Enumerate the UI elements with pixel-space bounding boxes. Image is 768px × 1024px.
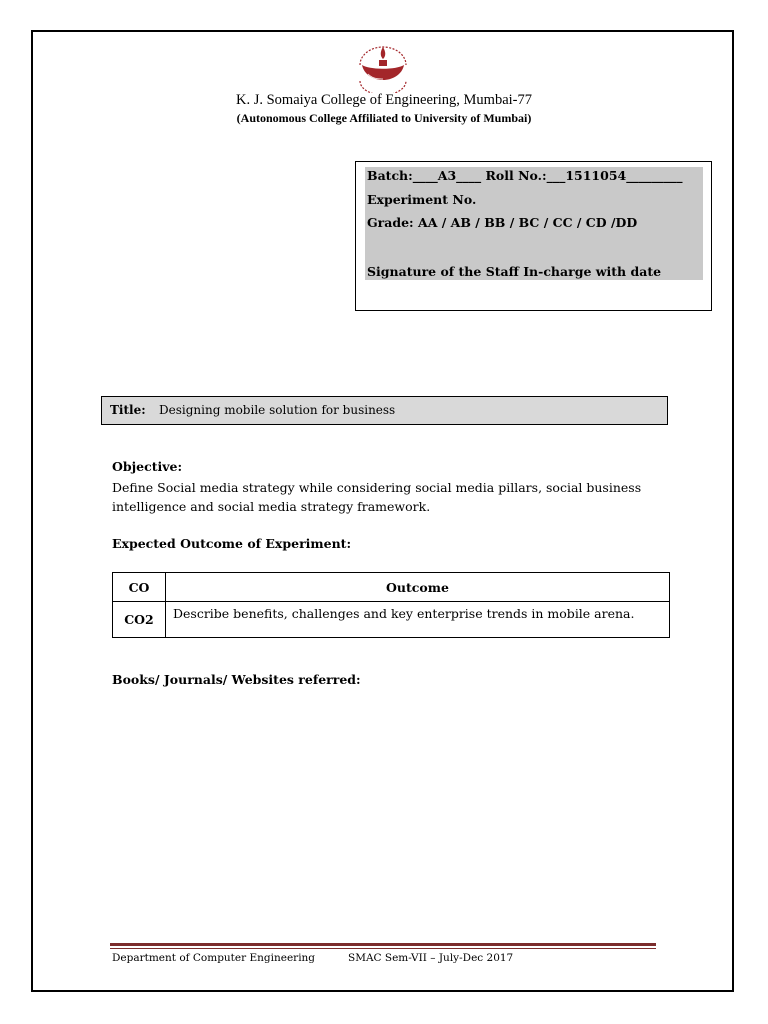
title-box — [101, 396, 668, 425]
college-logo-icon — [346, 43, 420, 93]
objective-text: Define Social media strategy while considering social media pillars, social business intelligence and social media strategy framework. — [112, 480, 642, 514]
outcome-cell: Describe benefits, challenges and key enterprise trends in mobile arena. — [166, 602, 670, 638]
title-label: Title: — [110, 403, 146, 417]
signature-line: Signature of the Staff In-charge with date — [367, 264, 662, 279]
objective-heading: Objective: — [112, 459, 183, 474]
footer-rule-thin — [110, 948, 656, 949]
footer-course: SMAC Sem-VII – July-Dec 2017 — [348, 952, 514, 964]
table-row — [113, 602, 670, 638]
outcome-heading: Expected Outcome of Experiment: — [112, 536, 352, 551]
co-cell: CO2 — [113, 602, 166, 638]
college-subtitle: (Autonomous College Affiliated to University of Mumbai) — [236, 111, 532, 125]
co-column-header: CO — [113, 573, 166, 602]
info-box — [355, 161, 712, 311]
footer-department: Department of Computer Engineering — [112, 952, 316, 964]
experiment-no-line: Experiment No. — [367, 192, 477, 207]
title-text: Designing mobile solution for business — [159, 403, 396, 417]
table-header-row — [113, 573, 670, 602]
books-heading: Books/ Journals/ Websites referred: — [112, 672, 361, 687]
grade-line: Grade: AA / AB / BB / BC / CC / CD /DD — [367, 215, 638, 230]
college-name: K. J. Somaiya College of Engineering, Mumbai-77 — [236, 92, 532, 108]
footer-rule — [110, 943, 656, 946]
batch-roll-line: Batch:____A3____ Roll No.:___1511054_________ — [367, 168, 683, 183]
outcome-column-header: Outcome — [166, 573, 670, 602]
outcome-table — [112, 572, 670, 638]
